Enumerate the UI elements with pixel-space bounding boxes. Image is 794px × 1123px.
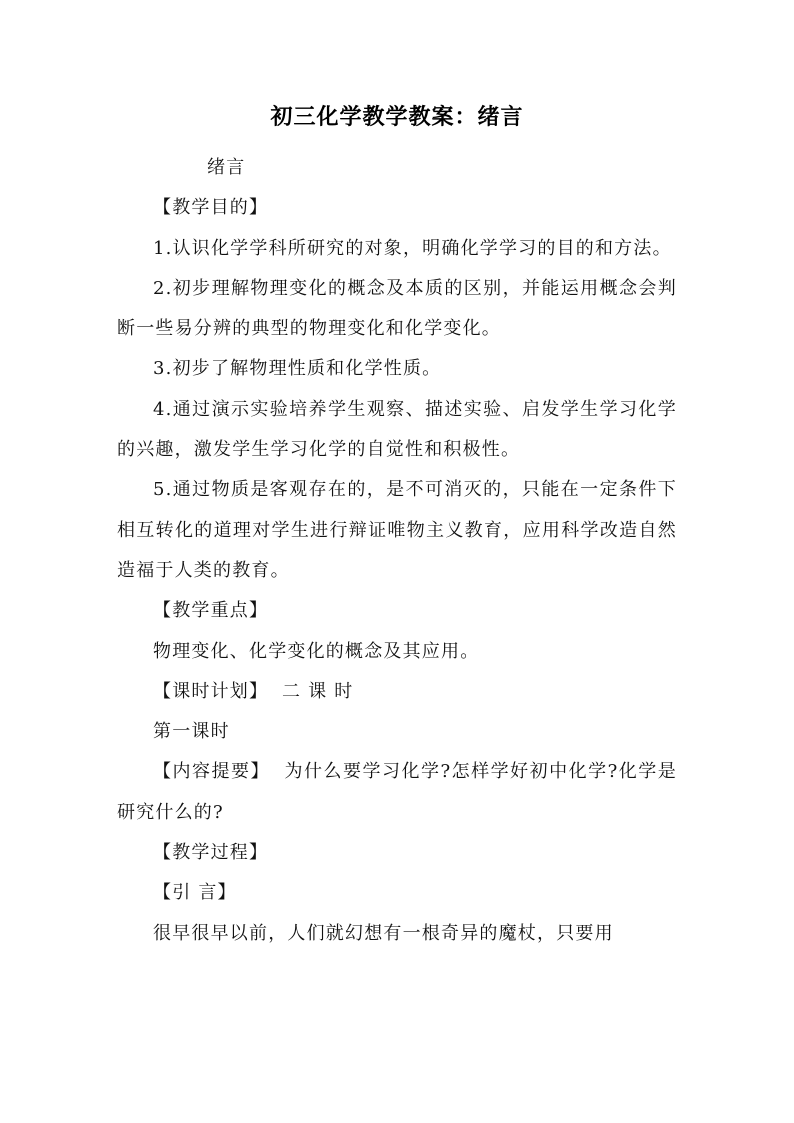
subtitle: 绪言 bbox=[207, 157, 246, 178]
section-heading-objectives: 【教学目的】 bbox=[153, 197, 269, 219]
document-title: 初三化学教学教案：绪言 bbox=[270, 104, 524, 130]
key-points-text: 物理变化、化学变化的概念及其应用。 bbox=[153, 640, 480, 662]
section-heading-process: 【教学过程】 bbox=[153, 842, 269, 864]
objective-item-3: 3.初步了解物理性质和化学性质。 bbox=[153, 358, 442, 380]
objective-item-4: 4.通过演示实验培养学生观察、描述实验、启发学生学习化学的兴趣，激发学生学习化学的自觉性和积极性。 bbox=[117, 398, 677, 461]
objective-item-2: 2.初步理解物理变化的概念及本质的区别，并能运用概念会判断一些易分辨的典型的物理变化和化学变化。 bbox=[117, 277, 677, 340]
objective-item-1: 1.认识化学学科所研究的对象，明确化学学习的目的和方法。 bbox=[153, 237, 672, 259]
content-summary: 【内容提要】 为什么要学习化学?怎样学好初中化学?化学是研究什么的? bbox=[117, 761, 677, 823]
section-heading-introduction: 【引 言】 bbox=[153, 882, 237, 904]
lesson-plan-line: 【课时计划】 二 课 时 bbox=[153, 680, 354, 702]
introduction-text: 很早很早以前，人们就幻想有一根奇异的魔杖，只要用 bbox=[153, 922, 614, 944]
first-lesson-label: 第一课时 bbox=[153, 721, 230, 743]
document-body bbox=[117, 148, 677, 954]
section-heading-key-points: 【教学重点】 bbox=[153, 600, 269, 622]
objective-item-5: 5.通过物质是客观存在的，是不可消灭的，只能在一定条件下相互转化的道理对学生进行辩证唯物主义教育，应用科学改造自然造福于人类的教育。 bbox=[117, 479, 677, 581]
